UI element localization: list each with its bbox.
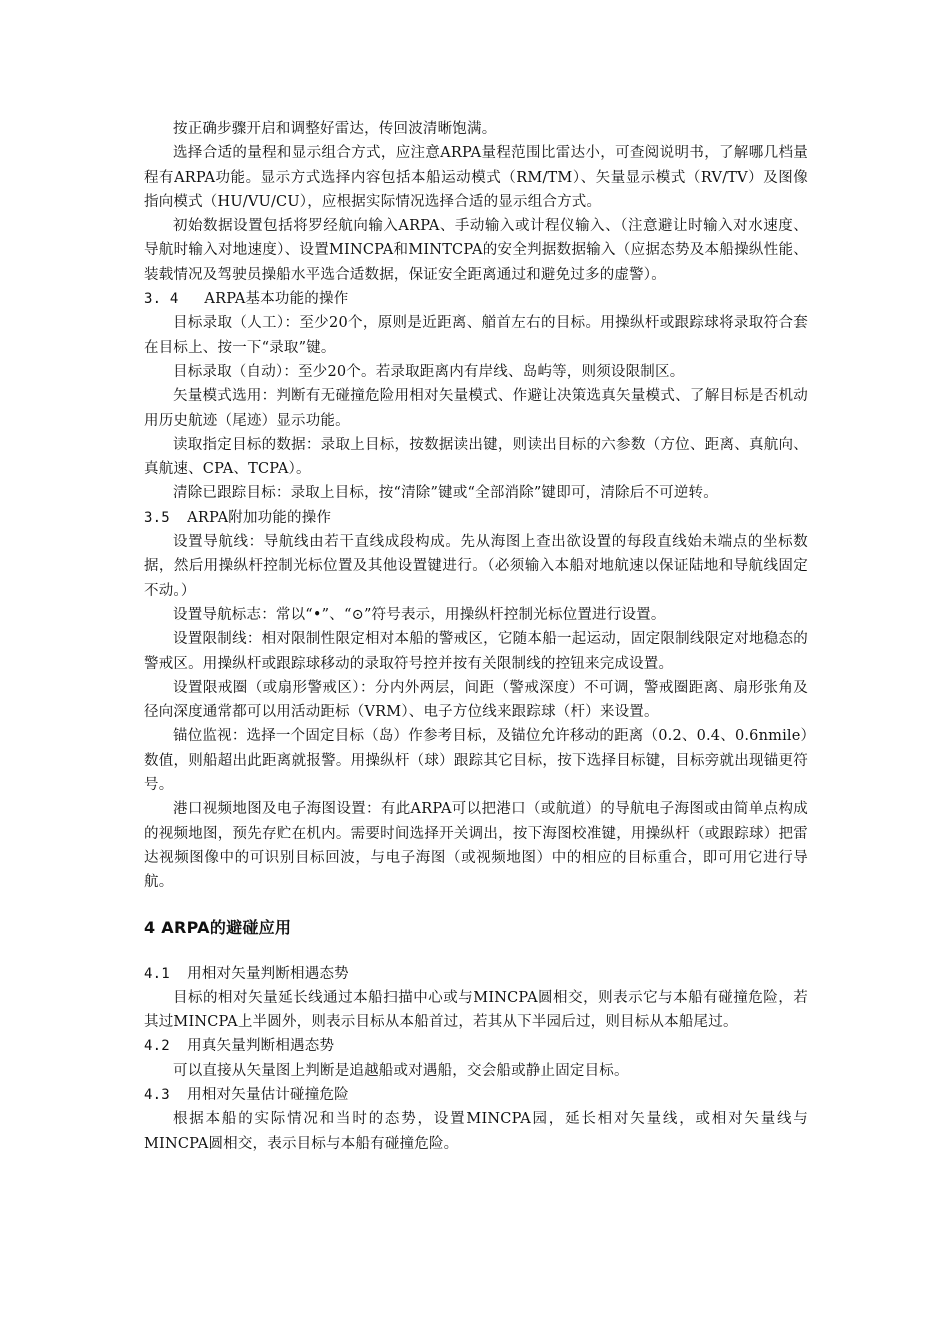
section-title: ARPA附加功能的操作 <box>187 509 332 526</box>
paragraph-video-map: 港口视频地图及电子海图设置：有此ARPA可以把港口（或航道）的导航电子海图或由简单点构成的视频地图，预先存贮在机内。需要时间选择开关调出，按下海图校准键，用操纵杆（或跟踪球）把雷达视频图像中的可识别目标回波，与电子海图（或视频地图）中的相应的目标重合，即可用它进行导航。 <box>144 801 808 891</box>
paragraph-anchor-watch: 锚位监视：选择一个固定目标（岛）作参考目标，及锚位允许移动的距离（0.2、0.4、0.6nmile）数值，则船超出此距离就报警。用操纵杆（球）跟踪其它目标，按下选择目标键，目标旁就出现锚更符号。 <box>144 728 808 794</box>
section-title: 用相对矢量估计碰撞危险 <box>187 1086 349 1103</box>
document-body <box>144 117 808 1156</box>
paragraph-read-target-data: 读取指定目标的数据：录取上目标，按数据读出键，则读出目标的六参数（方位、距离、真航向、真航速、CPA、TCPA）。 <box>144 436 808 478</box>
section-heading-3-4 <box>144 287 808 311</box>
section-title: ARPA基本功能的操作 <box>204 291 349 308</box>
paragraph-nav-mark: 设置导航标志：常以“•”、“⊙”符号表示，用操纵杆控制光标位置进行设置。 <box>173 606 666 623</box>
paragraph-initial-data: 初始数据设置包括将罗经航向输入ARPA、手动输入或计程仪输入、（注意避让时输入对水速度、导航时输入对地速度）、设置MINCPA和MINTCPA的安全判据数据输入（应据态势及本船操纵性能、装载情况及驾驶员操船水平选合适数据，保证安全距离通过和避免过多的虚警）。 <box>144 218 808 283</box>
paragraph-nav-line: 设置导航线：导航线由若干直线成段构成。先从海图上查出欲设置的每段直线始未端点的坐标数据，然后用操纵杆控制光标位置及其他设置键进行。（必须输入本船对地航速以保证陆地和导航线固定不动。） <box>144 534 808 599</box>
chapter-heading-4: 4 ARPA的避碰应用 <box>144 917 292 937</box>
paragraph-relative-vector-situation: 目标的相对矢量延长线通过本船扫描中心或与MINCPA圆相交，则表示它与本船有碰撞危险，若其过MINCPA上半圆外，则表示目标从本船首过，若其从下半园后过，则目标从本船尾过。 <box>144 989 808 1031</box>
paragraph-clear-target: 清除已跟踪目标：录取上目标，按“清除”键或“全部消除”键即可，清除后不可逆转。 <box>173 485 718 502</box>
paragraph-range-display: 选择合适的量程和显示组合方式，应注意ARPA量程范围比雷达小，可查阅说明书，了解哪几档量程有ARPA功能。显示方式选择内容包括本船运动模式（RM/TM）、矢量显示模式（RV/TV）及图像指向模式（HU/VU/CU），应根据实际情况选择合适的显示组合方式。 <box>144 145 808 210</box>
paragraph-auto-acquisition: 目标录取（自动）：至少20个。若录取距离内有岸线、岛屿等，则须设限制区。 <box>173 363 685 380</box>
paragraph-radar-setup: 按正确步骤开启和调整好雷达，传回波清晰饱满。 <box>173 121 497 137</box>
paragraph-manual-acquisition: 目标录取（人工）：至少20个，原则是近距离、艏首左右的目标。用操纵杆或跟踪球将录取符合套在目标上、按一下“录取”键。 <box>144 315 808 356</box>
section-number: 3. 4 <box>144 291 179 308</box>
section-number: 4.2 <box>144 1038 170 1055</box>
section-heading-4-2 <box>144 1034 808 1058</box>
section-heading-3-5 <box>144 506 808 530</box>
paragraph-guard-ring: 设置限戒圈（或扇形警戒区）：分内外两层，间距（警戒深度）不可调，警戒圈距离、扇形张角及径向深度通常都可以用活动距标（VRM）、电子方位线来跟踪球（杆）来设置。 <box>144 679 808 721</box>
section-number: 4.3 <box>144 1086 170 1103</box>
paragraph-collision-risk: 根据本船的实际情况和当时的态势，设置MINCPA园，延长相对矢量线，或相对矢量线与MINCPA圆相交，表示目标与本船有碰撞危险。 <box>144 1111 808 1152</box>
section-number: 3.5 <box>144 509 170 526</box>
section-title: 用真矢量判断相遇态势 <box>187 1038 335 1055</box>
paragraph-vector-mode: 矢量模式选用：判断有无碰撞危险用相对矢量模式、作避让决策选真矢量模式、了解目标是否机动用历史航迹（尾迹）显示功能。 <box>144 388 808 429</box>
section-heading-4-3 <box>144 1083 808 1107</box>
section-title: 用相对矢量判断相遇态势 <box>187 965 349 982</box>
paragraph-true-vector-situation: 可以直接从矢量图上判断是追越船或对遇船，交会船或静止固定目标。 <box>173 1062 629 1079</box>
paragraph-limit-line: 设置限制线：相对限制性限定相对本船的警戒区，它随本船一起运动，固定限制线限定对地稳态的警戒区。用操纵杆或跟踪球移动的录取符号控并按有关限制线的控钮来完成设置。 <box>144 631 808 672</box>
section-number: 4.1 <box>144 965 170 982</box>
section-heading-4-1 <box>144 962 808 986</box>
